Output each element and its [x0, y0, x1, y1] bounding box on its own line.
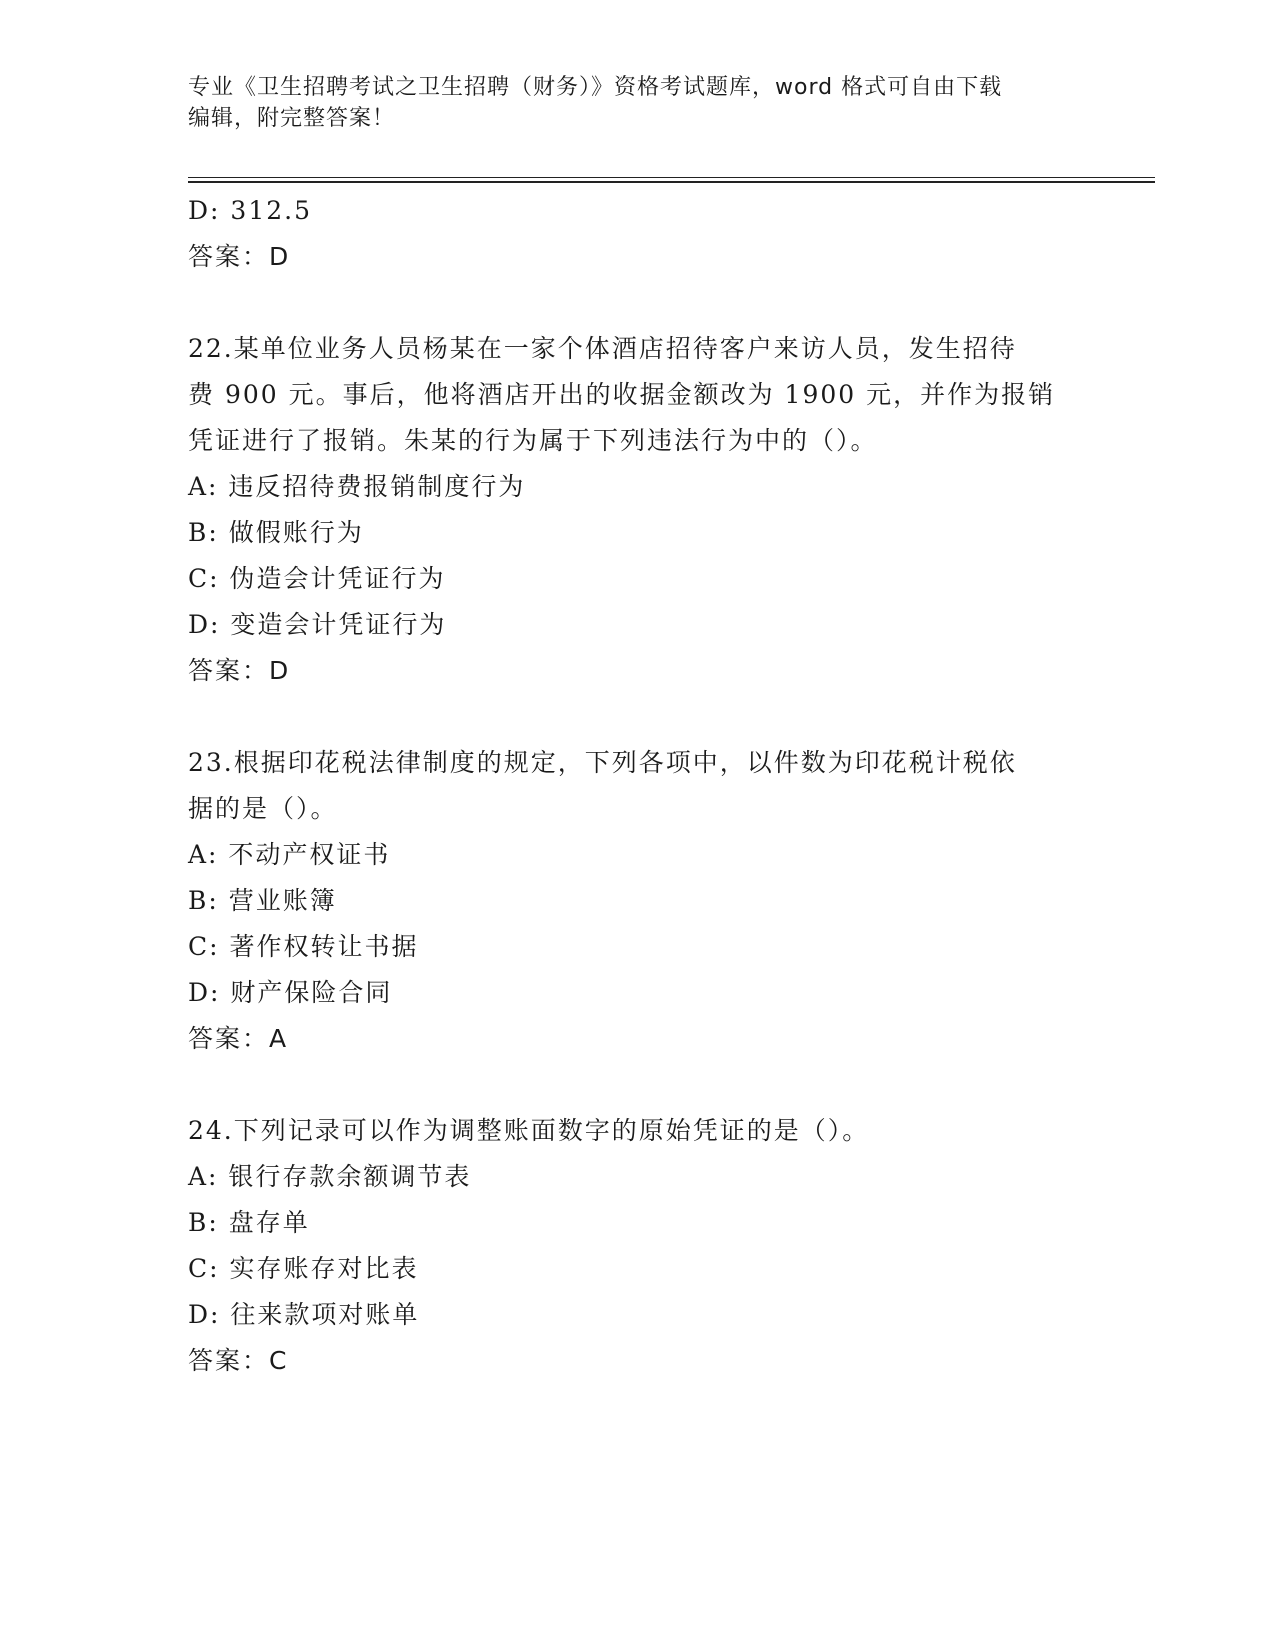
document-header [188, 72, 1078, 134]
header-line-2: 编辑，附完整答案！ [188, 106, 396, 131]
question-text-line: 费 900 元。事后，他将酒店开出的收据金额改为 1900 元，并作为报销 [188, 380, 1056, 409]
option-d: D: 财产保险合同 [188, 978, 393, 1007]
question-text-line: 凭证进行了报销。朱某的行为属于下列违法行为中的（）。 [188, 426, 878, 455]
question-24 [188, 1108, 1088, 1384]
document-body [188, 188, 1088, 1384]
option-a: A: 不动产权证书 [188, 840, 391, 869]
question-text-line: 23.根据印花税法律制度的规定，下列各项中，以件数为印花税计税依 [188, 748, 1017, 777]
option-c: C: 伪造会计凭证行为 [188, 564, 446, 593]
question-23 [188, 740, 1088, 1062]
header-line-1: 专业《卫生招聘考试之卫生招聘（财务）》资格考试题库，word 格式可自由下载 [188, 75, 1003, 100]
question-text-line: 22.某单位业务人员杨某在一家个体酒店招待客户来访人员，发生招待 [188, 334, 1017, 363]
header-rule-thick [188, 181, 1155, 183]
question-22 [188, 326, 1088, 694]
option-d: D: 变造会计凭证行为 [188, 610, 447, 639]
option-c: C: 实存账存对比表 [188, 1254, 419, 1283]
answer: 答案：C [188, 1346, 289, 1375]
option-a: A: 违反招待费报销制度行为 [188, 472, 526, 501]
answer: 答案：D [188, 656, 291, 685]
question-text-line: 24.下列记录可以作为调整账面数字的原始凭证的是（）。 [188, 1116, 870, 1145]
header-rule-thin [188, 177, 1155, 178]
answer: 答案：A [188, 1024, 289, 1053]
prev-option-d: D: 312.5 [188, 196, 312, 225]
option-c: C: 著作权转让书据 [188, 932, 419, 961]
option-b: B: 营业账簿 [188, 886, 337, 915]
option-a: A: 银行存款余额调节表 [188, 1162, 472, 1191]
option-b: B: 做假账行为 [188, 518, 364, 547]
option-b: B: 盘存单 [188, 1208, 310, 1237]
question-text-line: 据的是（）。 [188, 794, 338, 823]
prev-answer: 答案：D [188, 242, 291, 271]
option-d: D: 往来款项对账单 [188, 1300, 420, 1329]
